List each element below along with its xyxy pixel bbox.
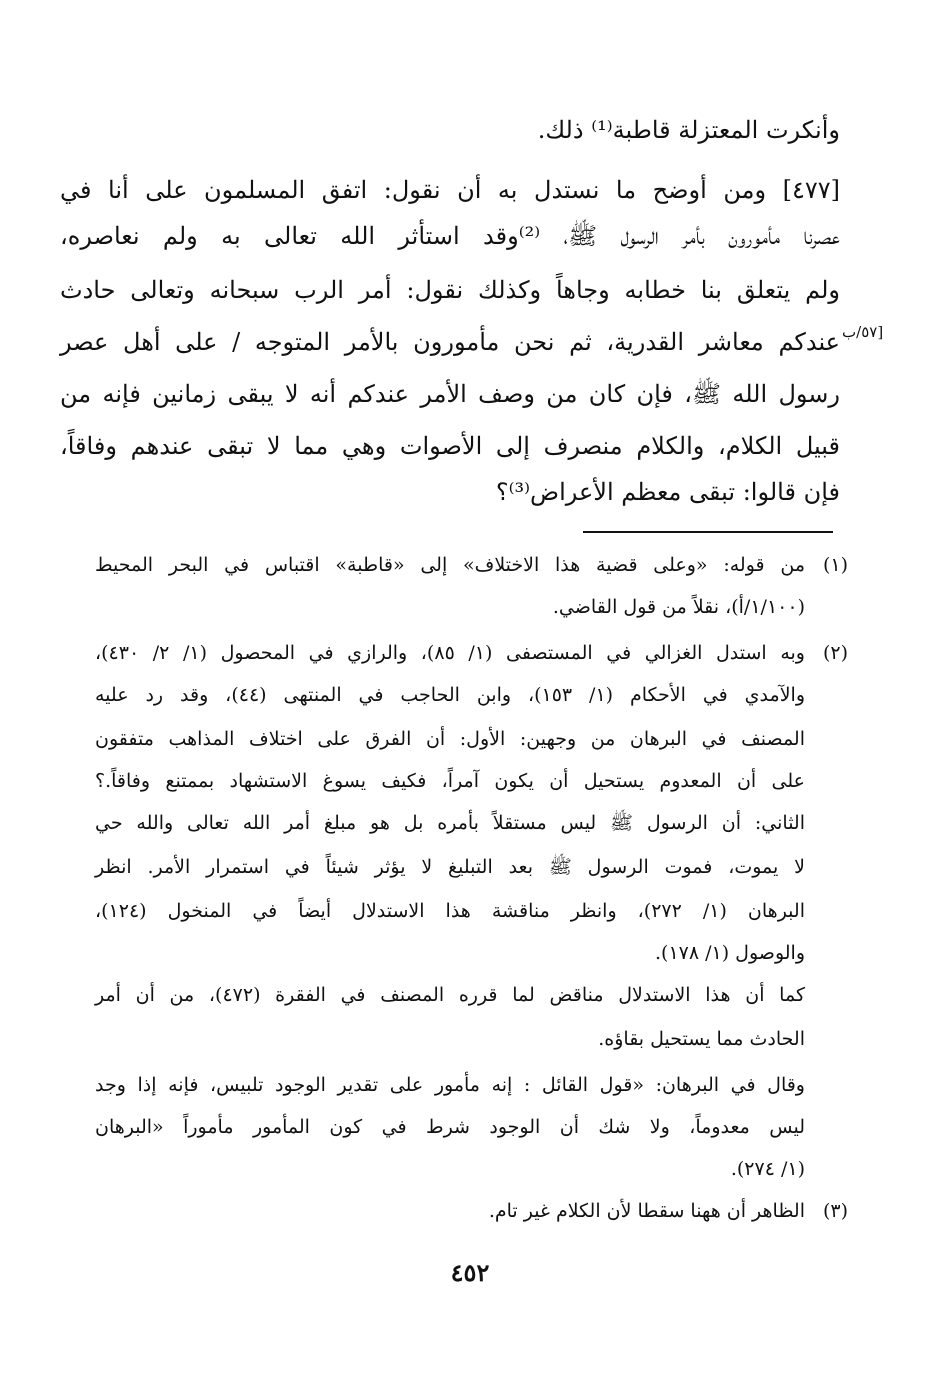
body-line: وأنكرت المعتزلة قاطبة⁽¹⁾ ذلك. bbox=[537, 116, 840, 144]
footnote-line: الثاني: أن الرسول ﷺ ليس مستقلاً بأمره بل هو مبلغ أمر الله تعالى والله حي bbox=[95, 812, 805, 834]
footnote-number: (٣) bbox=[822, 1200, 848, 1222]
footnote-line: الحادث مما يستحيل بقاؤه. bbox=[598, 1028, 805, 1050]
footnote-number: (٢) bbox=[822, 642, 848, 664]
body-line: عصرنا مأمورون بأمر الرسول ﷺ، ⁽²⁾وقد استأثر الله تعالى به ولم نعاصره، bbox=[60, 222, 841, 250]
footnote-line: على أن المعدوم يستحيل أن يكون آمراً، فكيف يسوغ الاستشهاد بممتنع وفاقاً.؟ bbox=[95, 770, 805, 792]
footnote-line: وبه استدل الغزالي في المستصفى (١/ ٨٥)، والرازي في المحصول (١/ ٢/ ٤٣٠)، bbox=[95, 642, 805, 664]
body-line: [٤٧٧] ومن أوضح ما نستدل به أن نقول: اتفق المسلمون على أنا في bbox=[60, 176, 840, 204]
footnote-line: من قوله: «وعلى قضية هذا الاختلاف» إلى «قاطبة» اقتباس في البحر المحيط bbox=[95, 554, 805, 576]
footnote-line: كما أن هذا الاستدلال مناقض لما قرره المصنف في الفقرة (٤٧٢)، من أن أمر bbox=[95, 984, 805, 1006]
footnote-line: لا يموت، فموت الرسول ﷺ بعد التبليغ لا يؤثر شيئاً في استمرار الأمر. انظر bbox=[95, 856, 805, 878]
body-line: قبيل الكلام، والكلام منصرف إلى الأصوات وهي مما لا تبقى عندهم وفاقاً، bbox=[60, 432, 840, 460]
footnote-line: والوصول (١/ ١٧٨). bbox=[654, 942, 805, 964]
footnote-line: البرهان (١/ ٢٧٢)، وانظر مناقشة هذا الاستدلال أيضاً في المنخول (١٢٤)، bbox=[95, 900, 805, 922]
body-line: فإن قالوا: تبقى معظم الأعراض⁽³⁾؟ bbox=[495, 478, 840, 506]
body-line: رسول الله ﷺ، فإن كان من وصف الأمر عندكم أنه لا يبقى زمانين فإنه من bbox=[60, 380, 840, 408]
footnote-line: الظاهر أن ههنا سقطا لأن الكلام غير تام. bbox=[488, 1200, 805, 1222]
body-line: ولم يتعلق بنا خطابه وجاهاً وكذلك نقول: أمر الرب سبحانه وتعالى حادث bbox=[60, 276, 840, 304]
footnote-number: (١) bbox=[822, 554, 848, 576]
page-number: ٤٥٢ bbox=[450, 1258, 490, 1287]
body-line: عندكم معاشر القدرية، ثم نحن مأمورون بالأمر المتوجه / على أهل عصر bbox=[60, 328, 840, 356]
footnote-line: وقال في البرهان: «قول القائل : إنه مأمور على تقدير الوجود تلبيس، فإنه إذا وجد bbox=[95, 1074, 805, 1096]
footnote-line: والآمدي في الأحكام (١/ ١٥٣)، وابن الحاجب في المنتهى (٤٤)، وقد رد عليه bbox=[95, 684, 805, 706]
margin-folio-note: [٥٧/ب bbox=[842, 323, 884, 341]
footnote-line: (١/ ٢٧٤). bbox=[730, 1158, 805, 1180]
footnote-separator bbox=[583, 531, 833, 533]
footnote-line: المصنف في البرهان من وجهين: الأول: أن الفرق على اختلاف المذاهب متفقون bbox=[95, 728, 805, 750]
footnote-line: ليس معدوماً، ولا شك أن الوجود شرط في كون المأمور مأموراً «البرهان bbox=[95, 1116, 805, 1138]
footnote-line: (١/١٠٠/أ)، نقلاً من قول القاضي. bbox=[552, 596, 805, 618]
